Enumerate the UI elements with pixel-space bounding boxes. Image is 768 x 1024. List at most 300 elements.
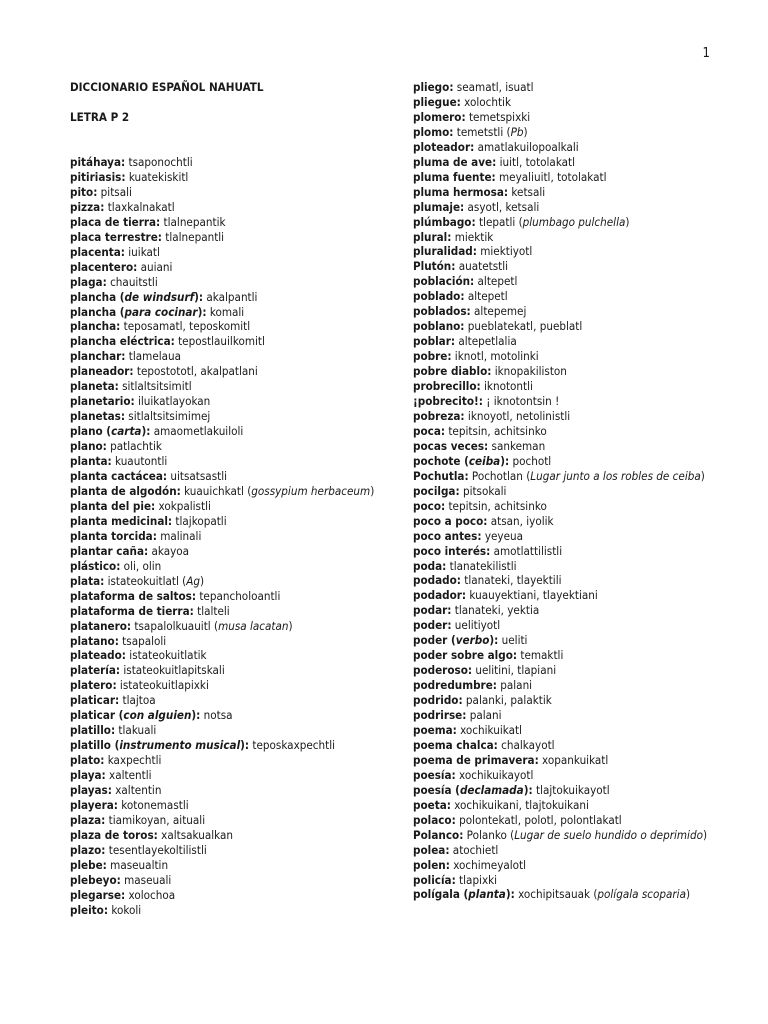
entry-definition: auiani: [137, 259, 173, 274]
dictionary-entry: [413, 723, 723, 738]
entry-term: Plutón:: [413, 259, 456, 274]
entry-term: plancha eléctrica:: [70, 334, 175, 349]
entry-definition: gossypium herbaceum: [251, 483, 371, 498]
entry-term: plural:: [413, 229, 452, 244]
entry-definition: xolochoa: [125, 887, 176, 902]
dictionary-entry: [70, 185, 390, 200]
dictionary-entry: [413, 648, 723, 663]
dictionary-entry: [70, 753, 390, 768]
entry-definition: ueliti: [498, 633, 528, 648]
dictionary-entry: [70, 678, 390, 693]
entry-term: para cocinar: [124, 304, 198, 319]
dictionary-entry: [70, 873, 390, 888]
dictionary-entry: [413, 215, 723, 230]
entry-term: poco antes:: [413, 528, 482, 543]
entry-definition: xaltentli: [105, 768, 152, 783]
dictionary-entry: [413, 110, 723, 125]
entry-term: polen:: [413, 857, 450, 872]
entry-term: plazo:: [70, 842, 106, 857]
entry-term: pliegue:: [413, 94, 461, 109]
dictionary-entry: [70, 319, 390, 334]
entry-term: plata:: [70, 573, 105, 588]
entry-definition: sitlaltsitsimimej: [125, 409, 211, 424]
entry-term: planchar:: [70, 349, 126, 364]
entry-term: ):: [523, 782, 533, 797]
entry-term: plancha (: [70, 289, 125, 304]
entry-term: pitiriasis:: [70, 169, 126, 184]
entry-term: ):: [500, 453, 510, 468]
entry-definition: tlanateki, yektia: [451, 603, 540, 618]
dictionary-entry: [413, 230, 723, 245]
entry-term: planta torcida:: [70, 528, 157, 543]
entry-term: ):: [197, 304, 207, 319]
dictionary-entry: [413, 678, 723, 693]
dictionary-entry: [413, 753, 723, 768]
dictionary-entry: [70, 394, 390, 409]
entry-definition: ): [700, 468, 705, 483]
dictionary-entry: [70, 693, 390, 708]
entry-definition: tlalnepantli: [161, 229, 225, 244]
entry-definition: polontekatl, polotl, polontlakatl: [455, 812, 622, 827]
dictionary-entry: [413, 693, 723, 708]
entry-term: pleito:: [70, 902, 109, 917]
entry-term: pobreza:: [413, 408, 465, 423]
entry-definition: chalkayotl: [497, 737, 555, 752]
document-title: DICCIONARIO ESPAÑOL NAHUATL: [70, 80, 264, 94]
entry-term: poco interés:: [413, 543, 491, 558]
entry-definition: Ag: [186, 573, 200, 588]
entry-term: planta medicinal:: [70, 513, 173, 528]
entry-definition: amaometlakuiloli: [150, 424, 244, 439]
entry-definition: Lugar junto a los robles de ceiba: [530, 468, 701, 483]
entry-term: platano:: [70, 633, 119, 648]
dictionary-entry: [413, 544, 723, 559]
entry-definition: xokpalistli: [155, 498, 211, 513]
dictionary-entry: [70, 768, 390, 783]
entry-term: ploteador:: [413, 139, 475, 154]
entry-definition: amotlattilistli: [490, 543, 563, 558]
dictionary-entry: [70, 619, 390, 634]
entry-term: pluralidad:: [413, 244, 477, 259]
entry-definition: uitsatsastli: [167, 469, 228, 484]
entry-term: poderoso:: [413, 663, 473, 678]
entry-term: ):: [489, 633, 499, 648]
dictionary-entry: [413, 603, 723, 618]
entry-term: plantar caña:: [70, 543, 149, 558]
entry-term: pluma de ave:: [413, 154, 497, 169]
entry-definition: xochikuikatl: [456, 722, 522, 737]
entry-definition: meyaliuitl, totolakatl: [495, 169, 607, 184]
entry-term: podar:: [413, 603, 452, 618]
entry-definition: istateokuitlapitskali: [120, 663, 225, 678]
entry-term: poesía (: [413, 782, 460, 797]
dictionary-entry: [70, 723, 390, 738]
dictionary-entry: [413, 95, 723, 110]
entry-term: plumaje:: [413, 199, 465, 214]
entry-term: planeador:: [70, 364, 134, 379]
entry-definition: tesentlayekoltilistli: [105, 842, 207, 857]
letter-heading: LETRA P 2: [70, 110, 130, 124]
entry-term: plancha (: [70, 304, 125, 319]
entry-term: playa:: [70, 768, 106, 783]
entry-definition: plumbago pulchella: [522, 214, 626, 229]
entry-definition: altepetlalia: [455, 334, 517, 349]
dictionary-entry: [70, 454, 390, 469]
dictionary-entry: [413, 663, 723, 678]
entry-definition: palani: [466, 708, 502, 723]
entry-term: pluma fuente:: [413, 169, 496, 184]
entry-term: plúmbago:: [413, 214, 476, 229]
dictionary-entry: [70, 439, 390, 454]
entry-definition: tlamelaua: [125, 349, 182, 364]
entry-term: pluma hermosa:: [413, 184, 509, 199]
entry-term: pizza:: [70, 199, 105, 214]
entry-term: poblano:: [413, 319, 465, 334]
entry-definition: notsa: [200, 708, 233, 723]
entry-term: platería:: [70, 663, 121, 678]
dictionary-entry: [70, 364, 390, 379]
entry-definition: iknotl, motolinki: [451, 349, 539, 364]
dictionary-entry: [413, 140, 723, 155]
entry-definition: Polanko (: [463, 827, 515, 842]
dictionary-entry: [413, 887, 723, 902]
entry-definition: ): [288, 618, 293, 633]
dictionary-entry: [413, 304, 723, 319]
entry-term: pliego:: [413, 80, 454, 94]
entry-term: placenta:: [70, 244, 125, 259]
dictionary-entry: [413, 80, 723, 95]
entry-term: poco:: [413, 498, 446, 513]
entry-definition: miektiyotl: [476, 244, 533, 259]
entry-term: plebeyo:: [70, 872, 121, 887]
entry-definition: kaxpechtli: [104, 753, 162, 768]
dictionary-entry: [70, 783, 390, 798]
entry-definition: Lugar de suelo hundido o deprimido: [514, 827, 703, 842]
dictionary-entry: [413, 394, 723, 409]
entry-definition: kuatekiskitl: [125, 169, 189, 184]
entry-term: poca:: [413, 423, 446, 438]
entry-term: poema chalca:: [413, 737, 498, 752]
entry-term: ¡pobrecito!:: [413, 394, 483, 409]
entry-definition: teposkaxpechtli: [249, 738, 336, 753]
entry-term: planta del pie:: [70, 498, 156, 513]
entry-term: probrecillo:: [413, 379, 481, 394]
dictionary-entry: [70, 663, 390, 678]
entry-term: poder sobre algo:: [413, 648, 518, 663]
entry-term: platanero:: [70, 618, 132, 633]
dictionary-entry: [70, 409, 390, 424]
entry-term: ):: [141, 424, 151, 439]
entry-definition: pochotl: [509, 453, 552, 468]
entry-term: carta: [111, 424, 142, 439]
dictionary-entry: [413, 424, 723, 439]
dictionary-entry: [70, 305, 390, 320]
entry-definition: iluikatlayokan: [134, 394, 211, 409]
dictionary-entry: [70, 888, 390, 903]
dictionary-entry: [413, 559, 723, 574]
entry-definition: altepetl: [464, 289, 508, 304]
entry-term: ):: [505, 887, 515, 902]
entry-term: planta de algodón:: [70, 483, 181, 498]
entry-definition: musa lacatan: [218, 618, 289, 633]
entry-definition: uelitiyotl: [451, 618, 501, 633]
entry-definition: tlepatli (: [475, 214, 523, 229]
entry-term: ):: [191, 708, 201, 723]
dictionary-entry: [413, 319, 723, 334]
entry-term: plaga:: [70, 274, 107, 289]
entry-definition: sankeman: [488, 438, 546, 453]
dictionary-entry: [70, 230, 390, 245]
entry-term: playera:: [70, 797, 118, 812]
entry-term: planta:: [70, 454, 112, 469]
left-column: [70, 80, 390, 918]
entry-term: población:: [413, 274, 475, 289]
entry-definition: polígala scoparia: [597, 887, 686, 902]
entry-definition: ): [625, 214, 630, 229]
entry-definition: iknoyotl, netolinistli: [464, 408, 571, 423]
dictionary-entry: [413, 499, 723, 514]
dictionary-entry: [70, 275, 390, 290]
entry-definition: akayoa: [148, 543, 190, 558]
dictionary-entry: [413, 633, 723, 648]
entry-definition: pitsokali: [459, 483, 507, 498]
entry-term: poesía:: [413, 767, 456, 782]
dictionary-entry: [413, 349, 723, 364]
entry-term: platillo:: [70, 723, 116, 738]
entry-term: poblar:: [413, 334, 456, 349]
entry-term: plomo:: [413, 124, 454, 139]
entry-definition: sitlaltsitsimitl: [118, 379, 192, 394]
entry-term: plancha:: [70, 319, 121, 334]
entry-definition: tlajtoa: [119, 693, 156, 708]
entry-definition: istateokuitlapixki: [116, 678, 209, 693]
entry-definition: temetspixki: [465, 109, 531, 124]
dictionary-entry: [70, 843, 390, 858]
entry-definition: altepetl: [474, 274, 518, 289]
entry-term: planeta:: [70, 379, 119, 394]
entry-definition: tepancholoantli: [196, 588, 281, 603]
dictionary-entry: [70, 379, 390, 394]
entry-definition: tlajkopatli: [172, 513, 227, 528]
entry-definition: chauitstli: [106, 274, 158, 289]
entry-definition: auatetstli: [455, 259, 509, 274]
dictionary-entry: [70, 170, 390, 185]
entry-term: pobre:: [413, 349, 452, 364]
dictionary-entry: [70, 290, 390, 305]
entry-definition: ): [200, 573, 205, 588]
dictionary-entry: [413, 469, 723, 484]
entry-definition: yeyeua: [481, 528, 524, 543]
dictionary-entry: [413, 484, 723, 499]
entry-term: plano:: [70, 439, 107, 454]
dictionary-entry: [70, 738, 390, 753]
entry-term: podrirse:: [413, 708, 467, 723]
entry-definition: tepitsin, achitsinko: [445, 423, 547, 438]
entry-definition: ): [685, 887, 691, 902]
entry-term: platillo (: [70, 738, 120, 753]
entry-definition: istateokuitlatik: [125, 648, 207, 663]
dictionary-entry: [413, 708, 723, 723]
entry-definition: tlaxkalnakatl: [104, 199, 175, 214]
dictionary-entry: [70, 155, 390, 170]
entry-term: plataforma de tierra:: [70, 603, 194, 618]
dictionary-entry: [413, 873, 723, 888]
dictionary-entry: [70, 424, 390, 439]
entry-term: plaza de toros:: [70, 827, 158, 842]
entry-term: Pochutla:: [413, 468, 469, 483]
dictionary-entry: [413, 334, 723, 349]
entry-definition: maseualtin: [106, 857, 169, 872]
entry-term: de windsurf: [124, 289, 195, 304]
entry-term: ceiba: [468, 453, 501, 468]
dictionary-entry: [70, 544, 390, 559]
entry-definition: tepitsin, achitsinko: [445, 498, 547, 513]
entry-definition: kokoli: [108, 902, 142, 917]
entry-term: pocas veces:: [413, 438, 489, 453]
dictionary-entry: [413, 379, 723, 394]
entry-definition: tlajtokuikayotl: [532, 782, 610, 797]
entry-definition: tiamikoyan, aituali: [105, 812, 206, 827]
entry-definition: istateokuitlatl (: [104, 573, 187, 588]
dictionary-entry: [70, 499, 390, 514]
entry-term: podado:: [413, 573, 461, 588]
dictionary-entry: [413, 514, 723, 529]
entry-definition: altepemej: [470, 304, 527, 319]
entry-definition: xochimeyalotl: [449, 857, 527, 872]
dictionary-entry: [70, 349, 390, 364]
entry-definition: tepostlauilkomitl: [174, 334, 265, 349]
entry-term: podrido:: [413, 693, 463, 708]
entry-definition: tlanatekilistli: [446, 558, 517, 573]
dictionary-entry: [413, 364, 723, 379]
dictionary-entry: [70, 604, 390, 619]
dictionary-entry: [70, 634, 390, 649]
dictionary-entry: [413, 155, 723, 170]
entry-term: plástico:: [70, 558, 121, 573]
entry-definition: temetstli (: [453, 124, 511, 139]
dictionary-entry: [70, 469, 390, 484]
entry-definition: palanki, palaktik: [462, 693, 552, 708]
entry-term: poeta:: [413, 797, 451, 812]
entry-definition: xochipitsauak (: [514, 887, 598, 902]
entry-term: podredumbre:: [413, 678, 497, 693]
entry-definition: oli, olin: [120, 558, 162, 573]
entry-term: plebe:: [70, 857, 107, 872]
entry-term: poda:: [413, 558, 447, 573]
dictionary-entry: [70, 574, 390, 589]
dictionary-entry: [70, 334, 390, 349]
entry-term: polígala (: [413, 887, 469, 902]
entry-definition: Pochotlan (: [468, 468, 531, 483]
entry-definition: Pb: [510, 124, 524, 139]
entry-term: platicar (: [70, 708, 124, 723]
page-number: 1: [702, 46, 710, 61]
dictionary-entry: [70, 903, 390, 918]
dictionary-entry: [70, 813, 390, 828]
dictionary-entry: [70, 559, 390, 574]
entry-definition: tlanateki, tlayektili: [460, 573, 562, 588]
dictionary-entry: [70, 648, 390, 663]
entry-definition: kuautontli: [111, 454, 168, 469]
entry-definition: tlapixki: [455, 872, 498, 887]
entry-definition: tsapalolkuauitl (: [131, 618, 219, 633]
entry-definition: tlalnepantik: [160, 214, 226, 229]
entry-definition: atsan, iyolik: [487, 513, 554, 528]
entry-definition: ): [702, 827, 708, 842]
entry-term: planetas:: [70, 409, 125, 424]
entry-term: plataforma de saltos:: [70, 588, 197, 603]
dictionary-entry: [70, 708, 390, 723]
entry-definition: asyotl, ketsali: [464, 199, 540, 214]
entry-term: con alguien: [123, 708, 192, 723]
entry-definition: xaltentin: [111, 783, 162, 798]
dictionary-entry: [413, 185, 723, 200]
dictionary-entry: [413, 125, 723, 140]
entry-term: plano (: [70, 424, 112, 439]
right-entry-list: [413, 80, 723, 902]
entry-definition: komali: [206, 304, 245, 319]
entry-definition: ): [370, 483, 375, 498]
dictionary-entry: [413, 274, 723, 289]
entry-definition: xochikuikani, tlajtokuikani: [450, 797, 589, 812]
entry-term: plaza:: [70, 812, 106, 827]
entry-definition: xopankuikatl: [538, 752, 609, 767]
dictionary-entry: [413, 529, 723, 544]
dictionary-entry: [413, 858, 723, 873]
entry-term: placentero:: [70, 259, 138, 274]
entry-definition: patlachtik: [106, 439, 162, 454]
entry-definition: seamatl, isuatl: [453, 80, 534, 94]
entry-definition: iknotontli: [480, 379, 533, 394]
entry-definition: palani: [496, 678, 533, 693]
entry-definition: kotonemastli: [117, 797, 189, 812]
entry-definition: atochietl: [449, 842, 499, 857]
entry-definition: maseuali: [120, 872, 172, 887]
entry-definition: malinali: [156, 528, 202, 543]
right-column: [413, 80, 723, 902]
entry-definition: kuauichkatl (: [180, 483, 252, 498]
entry-term: ):: [240, 738, 250, 753]
entry-definition: ): [523, 124, 528, 139]
dictionary-entry: [70, 798, 390, 813]
entry-definition: xochikuikayotl: [455, 767, 534, 782]
entry-definition: kuauyektiani, tlayektiani: [466, 588, 598, 603]
entry-definition: temaktli: [517, 648, 564, 663]
dictionary-entry: [413, 170, 723, 185]
dictionary-entry: [413, 200, 723, 215]
entry-term: poema de primavera:: [413, 752, 539, 767]
entry-term: placa terrestre:: [70, 229, 162, 244]
entry-definition: xolochtik: [460, 94, 512, 109]
entry-definition: tsaponochtli: [125, 155, 193, 169]
entry-term: pobre diablo:: [413, 364, 492, 379]
entry-definition: xaltsakualkan: [157, 827, 233, 842]
entry-term: Polanco:: [413, 827, 464, 842]
dictionary-entry: [70, 200, 390, 215]
dictionary-entry: [70, 260, 390, 275]
entry-term: verbo: [455, 633, 490, 648]
dictionary-entry: [70, 529, 390, 544]
entry-term: plateado:: [70, 648, 126, 663]
entry-term: placa de tierra:: [70, 214, 161, 229]
entry-term: planta: [468, 887, 506, 902]
entry-term: playas:: [70, 783, 112, 798]
dictionary-entry: [70, 589, 390, 604]
entry-term: plato:: [70, 753, 105, 768]
entry-definition: pueblatekatl, pueblatl: [464, 319, 583, 334]
dictionary-entry: [413, 588, 723, 603]
dictionary-entry: [70, 514, 390, 529]
